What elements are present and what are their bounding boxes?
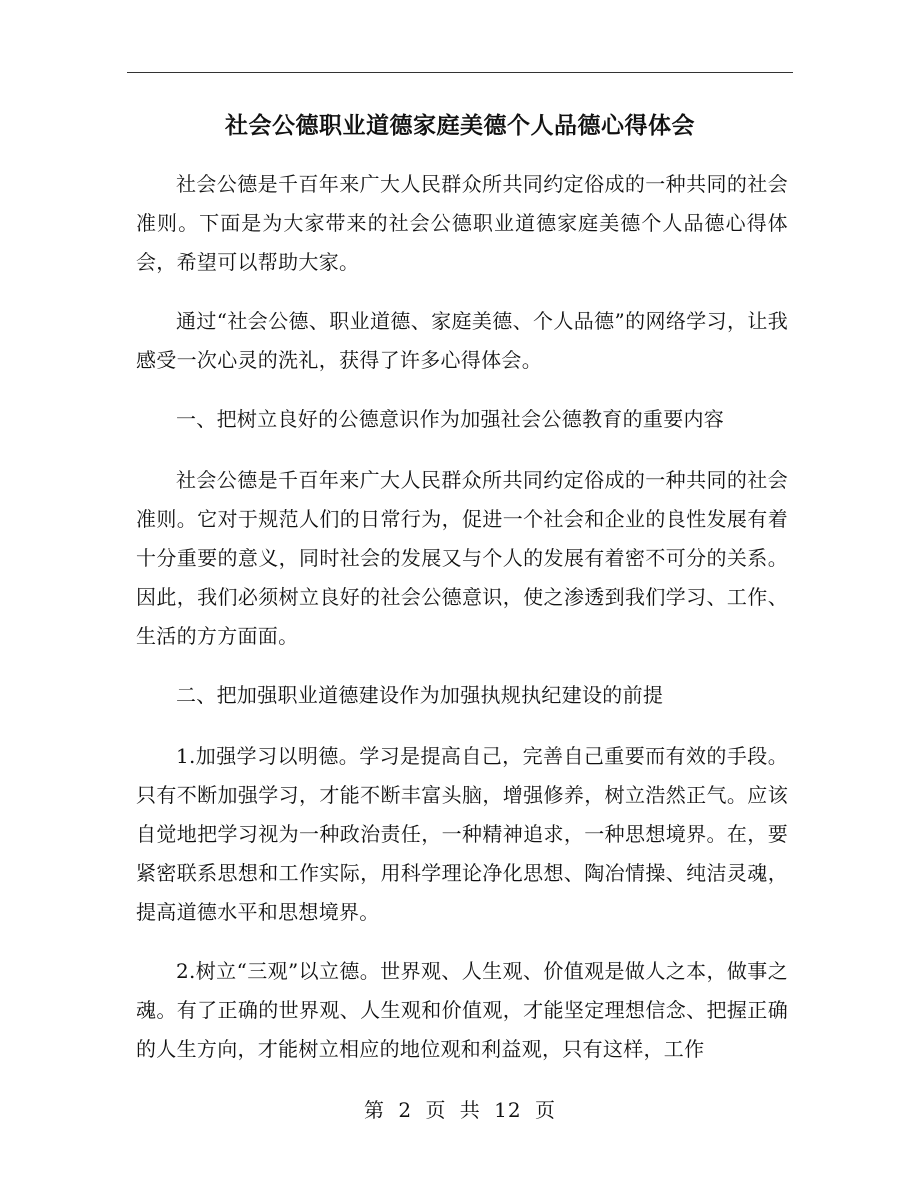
paragraph-section-1: 社会公德是千百年来广大人民群众所共同约定俗成的一种共同的社会准则。它对于规范人们的日常行为，促进一个社会和企业的良性发展有着十分重要的意义，同时社会的发展又与个人的发展有着密不可分的关系。因此，我们必须树立良好的社会公德意识，使之渗透到我们学习、工作、生活的方方面面。 [136, 468, 788, 648]
paragraph-item-1: 1.加强学习以明德。学习是提高自己，完善自己重要而有效的手段。只有不断加强学习，才能不断丰富头脑，增强修养，树立浩然正气。应该自觉地把学习视为一种政治责任，一种精神追求，一种思想境界。在，要紧密联系思想和工作实际，用科学理论净化思想、陶冶情操、纯洁灵魂，提高道德水平和思想境界。 [136, 744, 788, 924]
page-indicator: 第 2 页 共 12 页 [364, 1098, 556, 1122]
section-heading-2: 二、把加强职业道德建设作为加强执规执纪建设的前提 [176, 683, 664, 707]
paragraph-item-2: 2.树立“三观”以立德。世界观、人生观、价值观是做人之本，做事之魂。有了正确的世界观、人生观和价值观，才能坚定理想信念、把握正确的人生方向，才能树立相应的地位观和利益观，只有这样，工作 [136, 959, 788, 1061]
section-heading-1: 一、把树立良好的公德意识作为加强社会公德教育的重要内容 [176, 407, 725, 431]
document-title: 社会公德职业道德家庭美德个人品德心得体会 [225, 112, 695, 139]
document-body [136, 165, 788, 1089]
header-rule [127, 72, 793, 73]
paragraph-intro: 社会公德是千百年来广大人民群众所共同约定俗成的一种共同的社会准则。下面是为大家带来的社会公德职业道德家庭美德个人品德心得体会，希望可以帮助大家。 [136, 172, 788, 274]
paragraph-overview: 通过“社会公德、职业道德、家庭美德、个人品德”的网络学习，让我感受一次心灵的洗礼，获得了许多心得体会。 [136, 309, 788, 372]
